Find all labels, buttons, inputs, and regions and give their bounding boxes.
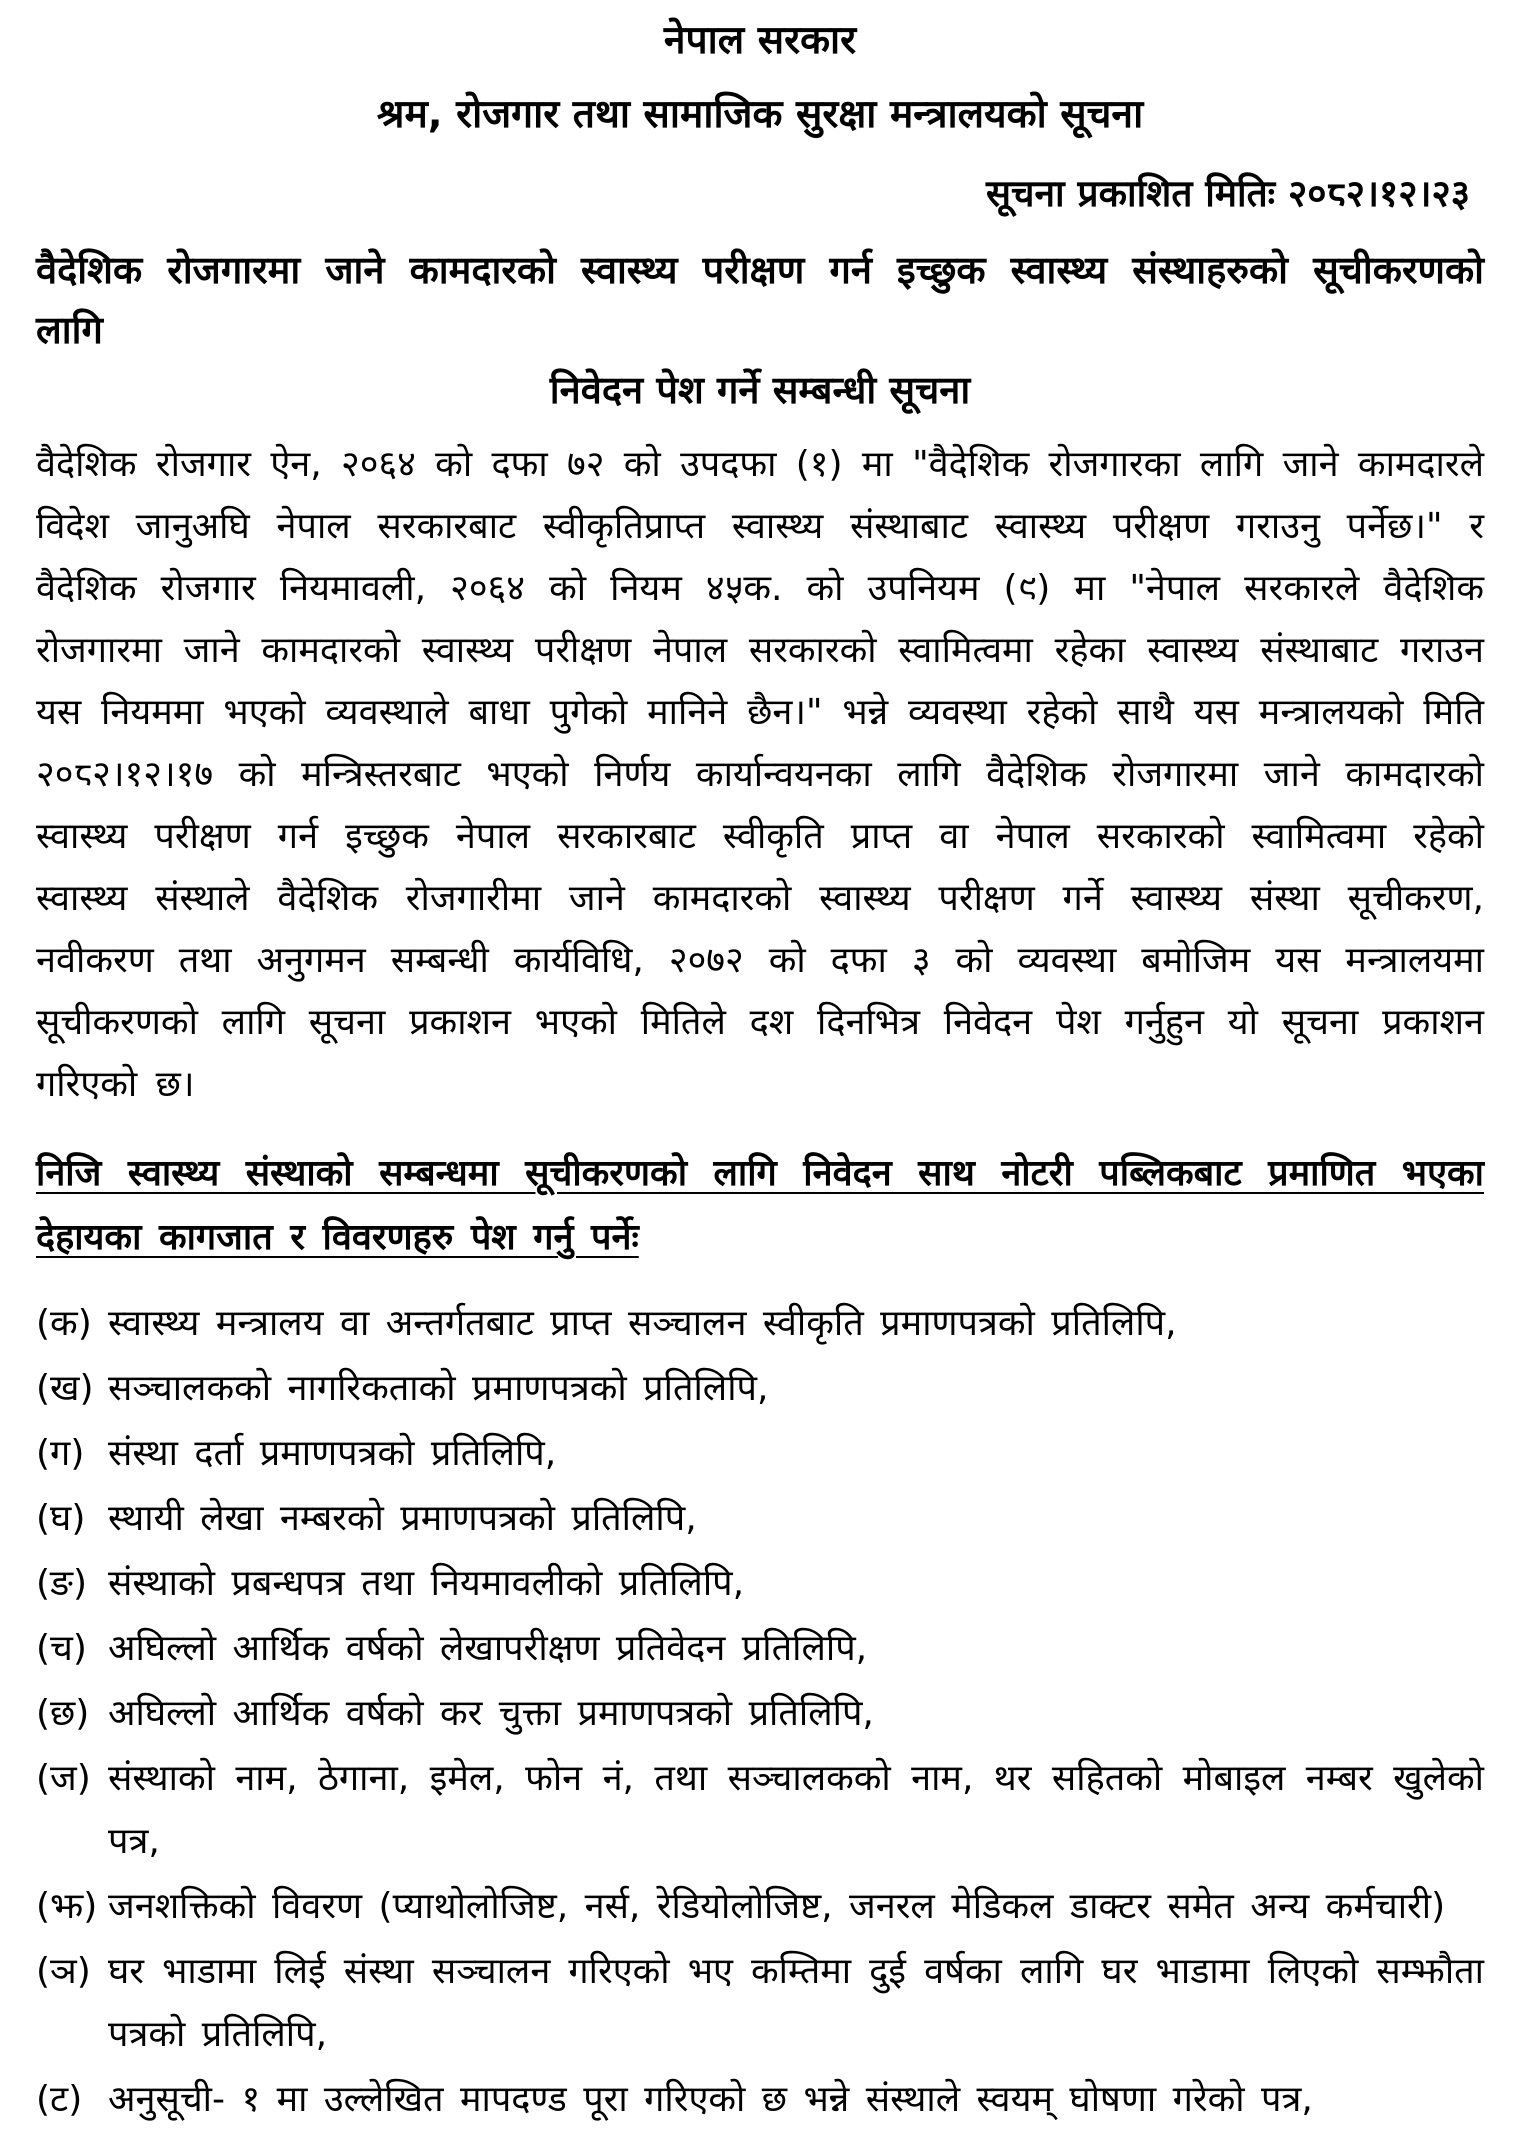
published-date: सूचना प्रकाशित मितिः २०८२।१२।२३ [986,172,1470,215]
list-item-marker: (ञ) [36,1951,91,1992]
list-item-marker: (क) [36,1303,92,1344]
list-item-marker: (ङ) [36,1563,88,1604]
list-item [36,1292,1484,1355]
list-item [36,1357,1484,1420]
list-item-text: सञ्चालकको नागरिकताको प्रमाणपत्रको प्रतिलिपि, [108,1368,769,1409]
list-item-text: घर भाडामा लिई संस्था सञ्चालन गरिएको भए कम्तिमा दुई वर्षका लागि घर भाडामा लिएको सम्झौता पत्रको प्रतिलिपि, [108,1951,1484,2055]
list-item-text: अघिल्लो आर्थिक वर्षको लेखापरीक्षण प्रतिवेदन प्रतिलिपि, [108,1628,868,1669]
notice-title-line2: निवेदन पेश गर्ने सम्बन्धी सूचना [549,368,971,412]
list-item-marker: (ख) [36,1368,94,1409]
body-paragraph: वैदेशिक रोजगार ऐन, २०६४ को दफा ७२ को उपदफा (१) मा "वैदेशिक रोजगारका लागि जाने कामदारले विदेश जानुअघि नेपाल सरकारबाट स्वीकृतिप्राप्त स्वास्थ्य संस्थाबाट स्वास्थ्य परीक्षण गराउनु पर्नेछ।" र वैदेशिक रोजगार नियमावली, २०६४ को नियम ४५क. को उपनियम (९) मा "नेपाल सरकारले वैदेशिक रोजगारमा जाने कामदारको स्वास्थ्य परीक्षण नेपाल सरकारको स्वामित्वमा रहेका स्वास्थ्य संस्थाबाट गराउन यस नियममा भएको व्यवस्थाले बाधा पुगेको मानिने छैन।" भन्ने व्यवस्था रहेको साथै यस मन्त्रालयको मिति २०८२।१२।१७ को मन्त्रिस्तरबाट भएको निर्णय कार्यान्वयनका लागि वैदेशिक रोजगारमा जाने कामदारको स्वास्थ्य परीक्षण गर्न इच्छुक नेपाल सरकारबाट स्वीकृति प्राप्त वा नेपाल सरकारको स्वामित्वमा रहेको स्वास्थ्य संस्थाले वैदेशिक रोजगारीमा जाने कामदारको स्वास्थ्य परीक्षण गर्ने स्वास्थ्य संस्था सूचीकरण, नवीकरण तथा अनुगमन सम्बन्धी कार्यविधि, २०७२ को दफा ३ को व्यवस्था बमोजिम यस मन्त्रालयमा सूचीकरणको लागि सूचना प्रकाशन भएको मितिले दश दिनभित्र निवेदन पेश गर्नुहुन यो सूचना प्रकाशन गरिएको छ। [36,444,1484,1105]
list-item-marker: (च) [36,1628,87,1669]
list-item-marker: (छ) [36,1693,90,1734]
ministry-notice-title: श्रम, रोजगार तथा सामाजिक सुरक्षा मन्त्रालयको सूचना [376,92,1144,137]
list-item-text: अनुसूची- १ मा उल्लेखित मापदण्ड पूरा गरिएको छ भन्ने संस्थाले स्वयम् घोषणा गरेको पत्र, [108,2079,1313,2120]
list-item-marker: (ग) [36,1433,85,1474]
list-item-text: संस्था दर्ता प्रमाणपत्रको प्रतिलिपि, [108,1433,557,1474]
list-item [36,1875,1484,1938]
list-item-text: स्वास्थ्य मन्त्रालय वा अन्तर्गतबाट प्राप्त सञ्चालन स्वीकृति प्रमाणपत्रको प्रतिलिपि, [108,1303,1177,1344]
list-item [36,1422,1484,1485]
list-item [36,1747,1484,1873]
government-title: नेपाल सरकार [663,18,857,63]
list-item-marker: (झ) [36,1886,98,1927]
notice-title-line1: वैदेशिक रोजगारमा जाने कामदारको स्वास्थ्य परीक्षण गर्न इच्छुक स्वास्थ्य संस्थाहरुको सूचीकरणको लागि [36,248,1484,352]
list-item-marker: (ज) [36,1758,91,1799]
list-item-text: जनशक्तिको विवरण (प्याथोलोजिष्ट, नर्स, रेडियोलोजिष्ट, जनरल मेडिकल डाक्टर समेत अन्य कर्मचारी) [108,1886,1446,1927]
notice-title [36,240,1484,420]
list-item-text: अघिल्लो आर्थिक वर्षको कर चुक्ता प्रमाणपत्रको प्रतिलिपि, [108,1693,874,1734]
list-item-text: संस्थाको प्रबन्धपत्र तथा नियमावलीको प्रतिलिपि, [108,1563,745,1604]
list-item [36,1487,1484,1550]
list-item [36,2068,1484,2131]
list-item [36,1617,1484,1680]
list-item-marker: (घ) [36,1498,86,1539]
list-item-marker: (ट) [36,2079,83,2120]
list-item [36,1682,1484,1745]
requirements-heading: निजि स्वास्थ्य संस्थाको सम्बन्धमा सूचीकरणको लागि निवेदन साथ नोटरी पब्लिकबाट प्रमाणित भएका देहायका कागजात र विवरणहरु पेश गर्नु पर्नेः [36,1153,1484,1258]
requirements-list [36,1292,1484,2131]
list-item-text: संस्थाको नाम, ठेगाना, इमेल, फोन नं, तथा सञ्चालकको नाम, थर सहितको मोबाइल नम्बर खुलेको पत्र, [108,1758,1484,1862]
list-item-text: स्थायी लेखा नम्बरको प्रमाणपत्रको प्रतिलिपि, [108,1498,697,1539]
list-item [36,1552,1484,1615]
list-item [36,1940,1484,2066]
